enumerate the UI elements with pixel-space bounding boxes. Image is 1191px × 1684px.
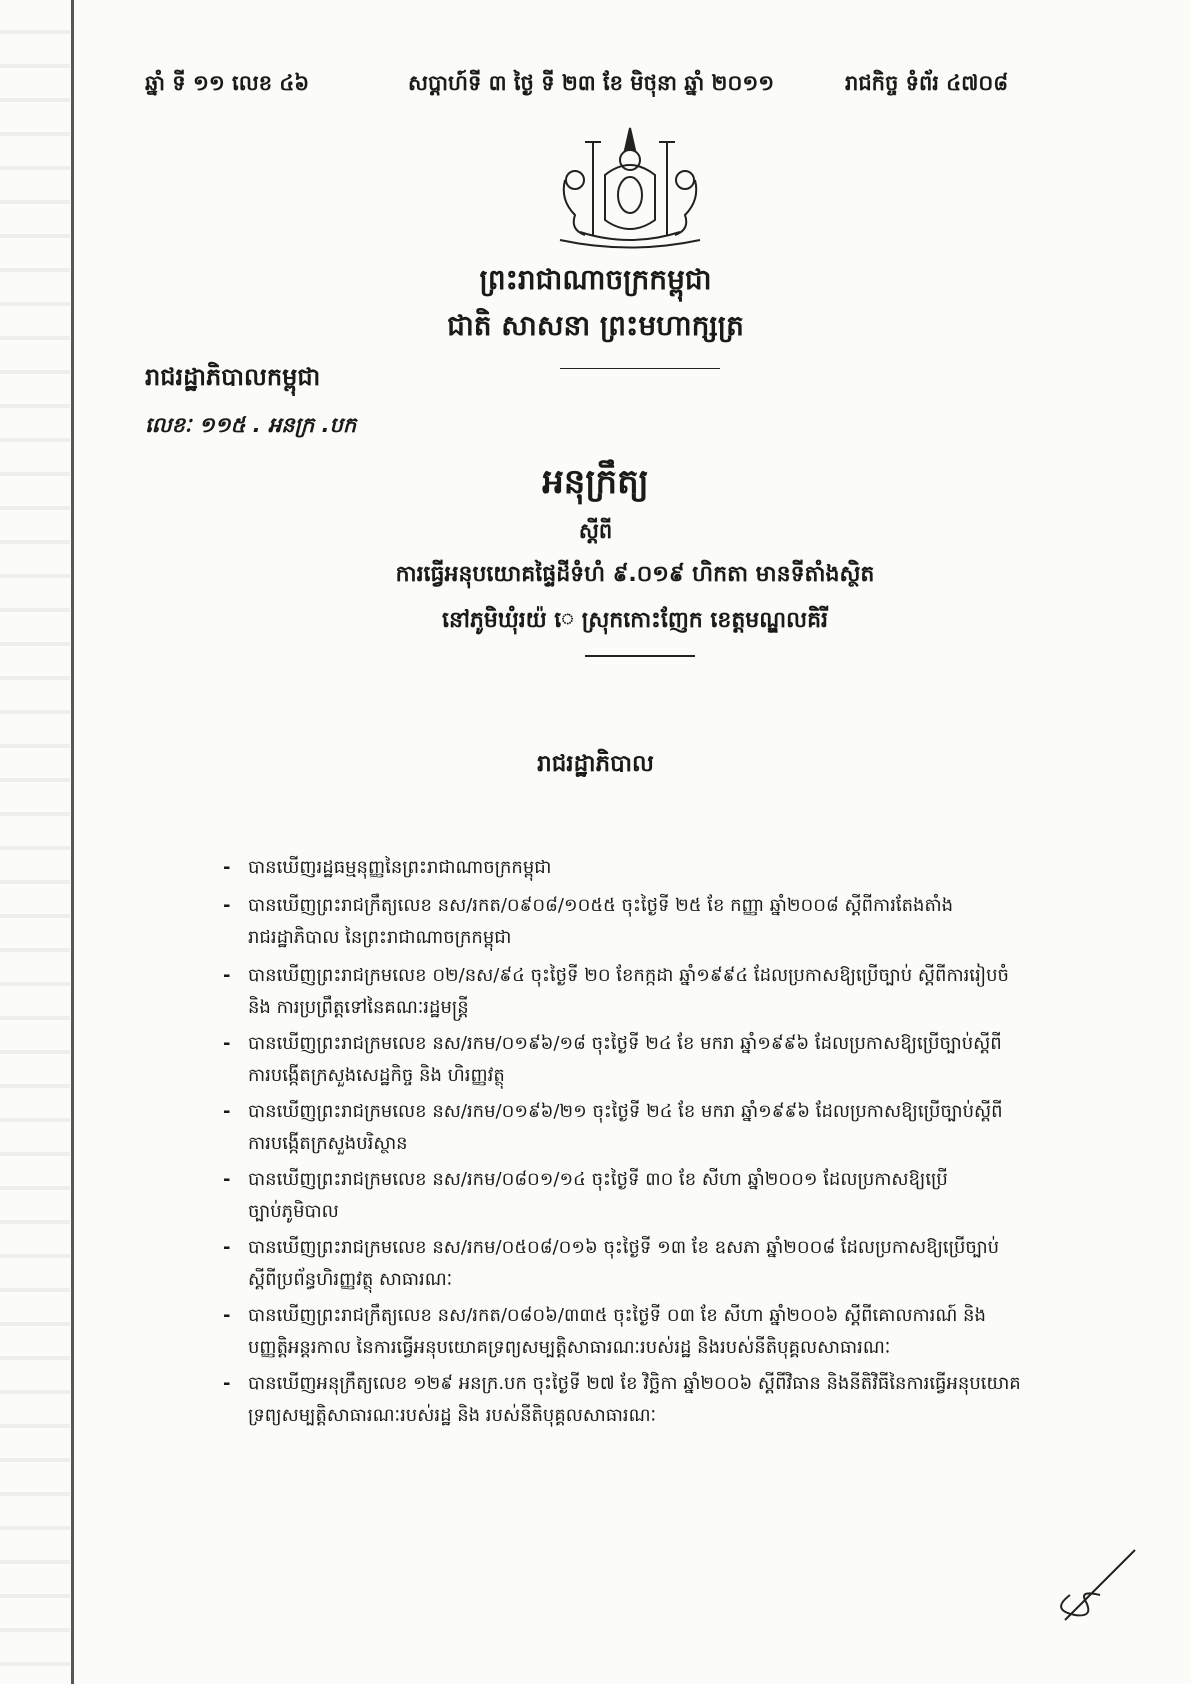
gazette-date: សប្តាហ៍ទី ៣ ថ្ងៃ ទី ២៣ ខែ មិថុនា ឆ្នាំ ២០១១ — [408, 71, 775, 95]
gazette-year-issue: ឆ្នាំ ទី ១១ លេខ ៤៦ — [145, 71, 310, 95]
signature-mark-icon — [1040, 1540, 1150, 1630]
bullet-dash: - — [223, 1237, 231, 1258]
item-line: ស្តីពីប្រព័ន្ធហិរញ្ញវត្ថុ សាធារណៈ — [248, 1269, 453, 1290]
item-line: បានឃើញព្រះរាជក្រឹត្យលេខ នស/រកត/០៨០៦/៣៣៥ ចុះថ្ងៃទី ០៣ ខែ សីហា ឆ្នាំ២០០៦ ស្តីពីគោលការណ៍ និង — [248, 1305, 986, 1326]
bullet-dash: - — [223, 857, 231, 878]
item-line: ការបង្កើតក្រសួងបរិស្ថាន — [248, 1133, 408, 1154]
item-line: បានឃើញព្រះរាជក្រមលេខ នស/រកម/០៨០១/១៤ ចុះថ្ងៃទី ៣០ ខែ សីហា ឆ្នាំ២០០១ ដែលប្រកាសឱ្យប្រើ — [248, 1169, 948, 1190]
national-motto: ជាតិ សាសនា ព្រះមហាក្សត្រ — [447, 309, 744, 342]
item-line: និង ការប្រព្រឹត្តទៅនៃគណៈរដ្ឋមន្ត្រី — [248, 997, 469, 1018]
item-line: ច្បាប់ភូមិបាល — [248, 1201, 339, 1222]
document-type-title: អនុក្រឹត្យ — [542, 462, 649, 502]
item-line: ទ្រព្យសម្បត្តិសាធារណៈរបស់រដ្ឋ និង របស់នីតិបុគ្គលសាធារណៈ — [248, 1405, 657, 1426]
scan-border-line — [71, 0, 74, 1684]
list-item — [223, 1368, 1098, 1432]
list-item — [223, 890, 1098, 954]
bullet-dash: - — [223, 1033, 231, 1054]
list-item — [223, 1232, 1098, 1296]
royal-coat-of-arms-icon — [545, 120, 715, 255]
bullet-dash: - — [223, 1101, 231, 1122]
bullet-dash: - — [223, 1305, 231, 1326]
list-item — [223, 1028, 1098, 1092]
kingdom-name: ព្រះរាជាណាចក្រកម្ពុជា — [479, 263, 712, 296]
item-line: ការបង្កើតក្រសួងសេដ្ឋកិច្ច និង ហិរញ្ញវត្ថុ — [248, 1065, 505, 1086]
decree-number: លេខៈ ១១៥ . អនក្រ .បក — [145, 413, 357, 437]
bullet-dash: - — [223, 895, 231, 916]
item-line: បានឃើញរដ្ឋធម្មនុញ្ញនៃព្រះរាជាណាចក្រកម្ពុជា — [248, 857, 552, 878]
item-line: បានឃើញព្រះរាជក្រមលេខ នស/រកម/០១៩៦/២១ ចុះថ្ងៃទី ២៤ ខែ មករា ឆ្នាំ១៩៩៦ ដែលប្រកាសឱ្យប្រើច្បាប់ស្តីពី — [248, 1101, 1003, 1122]
list-item — [223, 1164, 1098, 1228]
list-item — [223, 960, 1098, 1024]
subject-line-2: នៅភូមិឃុំរយ៉ េ ស្រុកកោះញែក ខេត្តមណ្ឌលគិរី — [441, 608, 829, 633]
item-line: បានឃើញព្រះរាជក្រឹត្យលេខ នស/រកត/០៩០៨/១០៥៥ ចុះថ្ងៃទី ២៥ ខែ កញ្ញា ឆ្នាំ២០០៨ ស្តីពីការតែងតាំង — [248, 895, 954, 916]
item-line: រាជរដ្ឋាភិបាល នៃព្រះរាជាណាចក្រកម្ពុជា — [248, 927, 512, 948]
item-line: បានឃើញព្រះរាជក្រមលេខ នស/រកម/០១៩៦/១៨ ចុះថ្ងៃទី ២៤ ខែ មករា ឆ្នាំ១៩៩៦ ដែលប្រកាសឱ្យប្រើច្បាប់ស្តីពី — [248, 1033, 1002, 1054]
bullet-dash: - — [223, 1169, 231, 1190]
item-line: បានឃើញព្រះរាជក្រមលេខ នស/រកម/០៥០៨/០១៦ ចុះថ្ងៃទី ១៣ ខែ ឧសភា ឆ្នាំ២០០៨ ដែលប្រកាសឱ្យប្រើច្បាប់ — [248, 1237, 1000, 1258]
body-heading: រាជរដ្ឋាភិបាល — [537, 751, 654, 777]
gazette-page: រាជកិច្ច ទំព័រ ៤៧០៨ — [845, 71, 1009, 95]
list-item — [223, 852, 1098, 884]
scan-edge-shadow — [0, 0, 70, 1684]
motto-divider — [560, 368, 720, 369]
bullet-dash: - — [223, 965, 231, 986]
bullet-dash: - — [223, 1373, 231, 1394]
item-line: បានឃើញអនុក្រឹត្យលេខ ១២៩ អនក្រ.បក ចុះថ្ងៃទី ២៧ ខែ វិច្ឆិកា ឆ្នាំ២០០៦ ស្តីពីវិធាន និងនីតិវិធីនៃការធ្វើអនុបយោគ — [248, 1373, 1021, 1394]
item-line: បានឃើញព្រះរាជក្រមលេខ ០២/នស/៩៤ ចុះថ្ងៃទី ២០ ខែកក្កដា ឆ្នាំ១៩៩៤ ដែលប្រកាសឱ្យប្រើច្បាប់ ស្តីពីការរៀបចំ — [248, 965, 1009, 986]
title-about: ស្តីពី — [578, 519, 613, 543]
issuer-name: រាជរដ្ឋាភិបាលកម្ពុជា — [145, 363, 321, 391]
subject-line-1: ការធ្វើអនុបយោគផ្ទៃដីទំហំ ៩.០១៩ ហិកតា មានទីតាំងស្ថិត — [395, 562, 875, 587]
list-item — [223, 1300, 1098, 1364]
list-item — [223, 1096, 1098, 1160]
item-line: បញ្ញត្តិអន្តរកាល នៃការធ្វើអនុបយោគទ្រព្យសម្បត្តិសាធារណៈរបស់រដ្ឋ និងរបស់នីតិបុគ្គលសាធារណៈ — [248, 1337, 891, 1358]
title-divider — [585, 655, 695, 657]
